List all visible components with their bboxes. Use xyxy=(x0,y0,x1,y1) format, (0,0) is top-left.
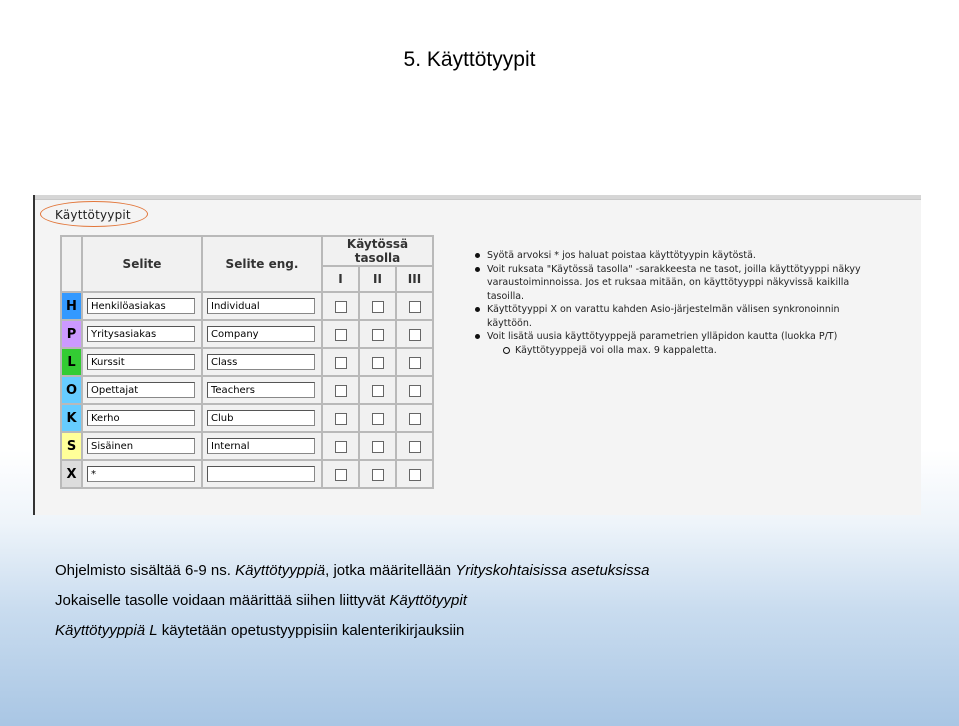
body-text: Ohjelmisto sisältää 6-9 ns. xyxy=(55,562,236,579)
level-cell xyxy=(396,376,433,404)
body-line-3 xyxy=(55,616,649,646)
level-cell xyxy=(322,348,359,376)
type-code: L xyxy=(67,354,76,370)
selite-eng-cell xyxy=(202,376,322,404)
selite-eng-cell xyxy=(202,320,322,348)
selite-cell xyxy=(82,292,202,320)
level-1-checkbox[interactable] xyxy=(335,385,347,397)
header-selite: Selite xyxy=(82,236,202,292)
body-text-italic: Yrityskohtaisissa asetuksissa xyxy=(455,562,650,579)
body-text-italic: Käyttötyypit xyxy=(389,592,467,609)
sub-note-item xyxy=(475,344,875,358)
level-1-checkbox[interactable] xyxy=(335,441,347,453)
note-text: Käyttötyyppi X on varattu kahden Asio-järjestelmän välisen synkronoinnin käyttöön. xyxy=(487,304,840,329)
table-row xyxy=(61,320,433,348)
type-code: X xyxy=(66,466,77,482)
bullet-icon xyxy=(475,267,480,272)
level-1-checkbox[interactable] xyxy=(335,329,347,341)
selite-eng-input[interactable]: Class xyxy=(207,354,315,370)
body-line-1 xyxy=(55,556,649,586)
bullet-icon xyxy=(475,334,480,339)
level-2-checkbox[interactable] xyxy=(372,441,384,453)
note-item xyxy=(475,303,875,330)
selite-cell xyxy=(82,376,202,404)
level-cell xyxy=(322,404,359,432)
circle-bullet-icon xyxy=(503,347,510,354)
kayttotyypit-table xyxy=(60,235,434,489)
note-item xyxy=(475,330,875,344)
selite-cell xyxy=(82,348,202,376)
selite-eng-cell xyxy=(202,292,322,320)
level-cell xyxy=(396,460,433,488)
level-cell xyxy=(396,348,433,376)
selite-eng-input[interactable]: Internal xyxy=(207,438,315,454)
screenshot-panel xyxy=(33,195,921,515)
level-cell xyxy=(359,292,396,320)
type-code: K xyxy=(66,410,77,426)
bullet-icon xyxy=(475,253,480,258)
slide-title-text: 5. Käyttötyypit xyxy=(403,48,536,71)
selite-eng-input[interactable]: Individual xyxy=(207,298,315,314)
header-level-2: II xyxy=(359,266,396,292)
level-cell xyxy=(359,432,396,460)
selite-eng-input[interactable] xyxy=(207,466,315,482)
type-code-cell xyxy=(61,404,82,432)
level-3-checkbox[interactable] xyxy=(409,413,421,425)
selite-eng-cell xyxy=(202,432,322,460)
level-1-checkbox[interactable] xyxy=(335,469,347,481)
body-line-2 xyxy=(55,586,649,616)
header-kaytossa-tasolla: Käytössä tasolla xyxy=(322,236,433,266)
type-code-cell xyxy=(61,320,82,348)
selite-eng-input[interactable]: Teachers xyxy=(207,382,315,398)
selite-eng-input[interactable]: Club xyxy=(207,410,315,426)
level-cell xyxy=(359,404,396,432)
level-3-checkbox[interactable] xyxy=(409,329,421,341)
level-cell xyxy=(322,432,359,460)
level-cell xyxy=(396,404,433,432)
type-code-cell xyxy=(61,376,82,404)
level-3-checkbox[interactable] xyxy=(409,441,421,453)
selite-eng-input[interactable]: Company xyxy=(207,326,315,342)
note-item xyxy=(475,249,875,263)
body-text-italic: Käyttötyyppiä xyxy=(235,562,326,579)
help-notes xyxy=(475,249,875,357)
table-row xyxy=(61,292,433,320)
level-cell xyxy=(396,432,433,460)
type-code: H xyxy=(66,298,77,314)
level-cell xyxy=(359,460,396,488)
body-text-italic: Käyttötyyppiä L xyxy=(55,622,158,639)
type-code: P xyxy=(66,326,77,342)
bullet-icon xyxy=(475,307,480,312)
level-1-checkbox[interactable] xyxy=(335,413,347,425)
level-cell xyxy=(322,376,359,404)
level-cell xyxy=(359,348,396,376)
selite-cell xyxy=(82,460,202,488)
level-2-checkbox[interactable] xyxy=(372,413,384,425)
selite-input[interactable]: Yritysasiakas xyxy=(87,326,195,342)
body-text: , jotka määritellään xyxy=(325,562,456,579)
note-text: Syötä arvoksi * jos haluat poistaa käyttötyypin käytöstä. xyxy=(487,250,756,261)
selite-eng-cell xyxy=(202,348,322,376)
slide-body-text xyxy=(55,556,649,646)
level-cell xyxy=(396,320,433,348)
level-2-checkbox[interactable] xyxy=(372,301,384,313)
level-3-checkbox[interactable] xyxy=(409,357,421,369)
table-row xyxy=(61,432,433,460)
type-code-cell xyxy=(61,432,82,460)
sub-note-text: Käyttötyyppejä voi olla max. 9 kappaletta. xyxy=(515,344,717,356)
slide-title xyxy=(0,48,959,72)
body-text: Jokaiselle tasolle voidaan määrittää siihen liittyvät xyxy=(55,592,390,609)
type-code-cell xyxy=(61,460,82,488)
level-cell xyxy=(359,376,396,404)
type-code-cell xyxy=(61,292,82,320)
tab-title[interactable]: Käyttötyypit xyxy=(55,208,131,222)
type-code-cell xyxy=(61,348,82,376)
level-cell xyxy=(322,320,359,348)
table-row xyxy=(61,376,433,404)
selite-eng-cell xyxy=(202,460,322,488)
selite-cell xyxy=(82,432,202,460)
level-2-checkbox[interactable] xyxy=(372,357,384,369)
level-cell xyxy=(396,292,433,320)
level-3-checkbox[interactable] xyxy=(409,469,421,481)
selite-input[interactable]: * xyxy=(87,466,195,482)
body-text: käytetään opetustyyppisiin kalenterikirjauksiin xyxy=(157,622,465,639)
level-3-checkbox[interactable] xyxy=(409,385,421,397)
level-2-checkbox[interactable] xyxy=(372,385,384,397)
level-2-checkbox[interactable] xyxy=(372,329,384,341)
header-code-stub xyxy=(61,236,82,292)
level-cell xyxy=(322,292,359,320)
header-level-1: I xyxy=(322,266,359,292)
selite-input[interactable]: Opettajat xyxy=(87,382,195,398)
selite-input[interactable]: Sisäinen xyxy=(87,438,195,454)
level-3-checkbox[interactable] xyxy=(409,301,421,313)
level-cell xyxy=(322,460,359,488)
level-1-checkbox[interactable] xyxy=(335,301,347,313)
type-code: S xyxy=(66,438,77,454)
panel-top-bar xyxy=(35,195,921,200)
note-text: Voit ruksata "Käytössä tasolla" -sarakkeesta ne tasot, joilla käyttötyyppi näkyy varaustoiminnoissa. Jos et ruksaa mitään, on käyttötyyppi näkyvissä kaikilla tasoilla. xyxy=(487,263,861,302)
type-code: O xyxy=(65,382,78,398)
header-selite-eng: Selite eng. xyxy=(202,236,322,292)
table-row xyxy=(61,460,433,488)
note-item xyxy=(475,263,875,304)
level-2-checkbox[interactable] xyxy=(372,469,384,481)
note-text: Voit lisätä uusia käyttötyyppejä parametrien ylläpidon kautta (luokka P/T) xyxy=(487,331,838,342)
selite-input[interactable]: Kurssit xyxy=(87,354,195,370)
selite-eng-cell xyxy=(202,404,322,432)
selite-input[interactable]: Henkilöasiakas xyxy=(87,298,195,314)
level-cell xyxy=(359,320,396,348)
table-row xyxy=(61,348,433,376)
level-1-checkbox[interactable] xyxy=(335,357,347,369)
table-row xyxy=(61,404,433,432)
selite-input[interactable]: Kerho xyxy=(87,410,195,426)
selite-cell xyxy=(82,404,202,432)
header-level-3: III xyxy=(396,266,433,292)
selite-cell xyxy=(82,320,202,348)
